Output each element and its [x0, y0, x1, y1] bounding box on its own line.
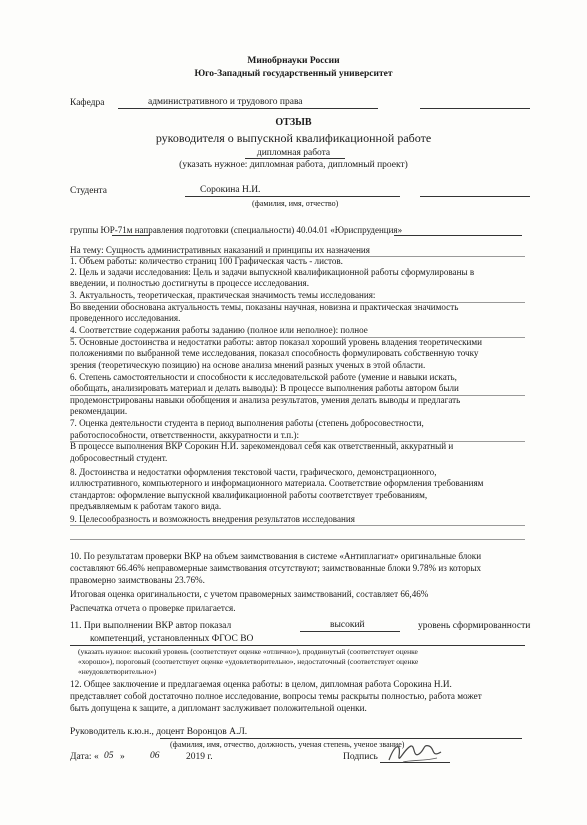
- document-title: ОТЗЫВ: [275, 117, 312, 128]
- supervisor-line: Руководитель к.ю.н., доцент Воронцов А.Л.: [70, 727, 248, 737]
- item11-note-1: (указать нужное: высокий уровень (соответствует оценке «отлично»), продвинутый (соответствует оценке: [78, 647, 418, 656]
- body-line-4: введении, и полностью достигнуты в процессе исследования.: [70, 278, 309, 288]
- body-line-19: добросовестный студент.: [70, 453, 168, 463]
- work-type: дипломная работа: [256, 148, 331, 158]
- date-year: 2019 г.: [186, 752, 213, 762]
- university-heading: Юго-Западный государственный университет: [194, 69, 393, 79]
- body-line-15: рекомендации.: [70, 406, 128, 416]
- body-line-18: В процессе выполнения ВКР Сорокин Н.И. зарекомендовал себя как ответственный, аккуратный и: [70, 441, 454, 451]
- body-line-5: 3. Актуальность, теоретическая, практическая значимость темы исследования:: [70, 290, 376, 300]
- body-line-14: продемонстрированы навыки обобщения и анализа результатов, умения делать выводы и предлагать: [70, 395, 461, 405]
- body-line-21: иллюстративного, компьютерного и информационного материала. Соответствие оформления требованиям: [70, 478, 484, 488]
- body-line-7: проведенного исследования.: [70, 313, 181, 323]
- body-line-24: 9. Целесообразность и возможность внедрения результатов исследования: [70, 514, 355, 524]
- body-line-8: 4. Соответствие содержания работы заданию (полное или неполное): полное: [70, 325, 368, 335]
- plagiarism-line-5: Распечатка отчета о проверке прилагается.: [70, 603, 236, 613]
- signature-label: Подпись: [343, 752, 378, 762]
- student-caption: (фамилия, имя, отчество): [252, 199, 339, 208]
- body-line-10: положениями по выбранной теме исследования, показал способность формулировать собственную точку: [70, 348, 479, 358]
- student-label: Студента: [70, 186, 108, 196]
- item11-prefix: 11. При выполнении ВКР автор показал: [70, 621, 232, 631]
- competence-level: высокий: [330, 620, 365, 630]
- date-day: 05: [104, 751, 114, 761]
- conclusion-line-3: быть допущена к защите, а дипломант заслуживает положительной оценки.: [70, 703, 367, 713]
- signature-image: [385, 736, 445, 768]
- document-subtitle: руководителя о выпускной квалификационной работе: [155, 131, 432, 145]
- body-line-2: 1. Объем работы: количество страниц 100 Графическая часть - листов.: [70, 256, 343, 266]
- item11-competencies: компетенций, установленных ФГОС ВО: [90, 634, 254, 644]
- body-line-20: 8. Достоинства и недостатки оформления текстовой части, графического, демонстрационного,: [70, 467, 437, 477]
- date-mid: »: [120, 752, 125, 762]
- body-line-22: стандартов: оформление выпускной квалификационной работы соответствует требованиям,: [70, 490, 428, 500]
- body-line-17: работоспособности, ответственности, аккуратности и т.п.):: [70, 430, 299, 440]
- department-value: административного и трудового права: [148, 97, 303, 107]
- work-type-hint: (указать нужное: дипломная работа, дипломный проект): [179, 160, 408, 170]
- student-name: Сорокина Н.И.: [200, 185, 261, 195]
- item11-note-3: «неудовлетворительно»): [78, 667, 157, 676]
- ministry-heading: Минобрнауки России: [247, 56, 340, 66]
- conclusion-line-1: 12. Общее заключение и предлагаемая оценка работы: в целом, дипломная работа Сорокина Н.И.: [70, 679, 452, 689]
- department-label: Кафедра: [70, 98, 105, 108]
- body-line-3: 2. Цель и задачи исследования: Цель и задачи выпускной квалификационной работы сформулированы в: [70, 267, 475, 277]
- body-line-1: На тему: Сущность административных наказаний и принципы их назначения: [70, 245, 370, 255]
- body-line-11: зрения (теоретическую позицию) на основе анализа мнений разных ученых в этой области.: [70, 360, 426, 370]
- plagiarism-line-3: правомерно заимствованы 23.76%.: [70, 575, 205, 585]
- body-line-12: 6. Степень самостоятельности и способности к исследовательской работе (умение и навыки искать,: [70, 372, 457, 382]
- plagiarism-line-1: 10. По результатам проверки ВКР на объем заимствования в системе «Антиплагиат» оригинальные блоки: [70, 551, 482, 561]
- body-line-6: Во введении обоснована актуальность темы, показаны научная, новизна и практическая значимость: [70, 302, 459, 312]
- body-line-23: предъявляемым к работам такого вида.: [70, 501, 222, 511]
- body-line-13: обобщать, анализировать материал и делать выводы): В процессе выполнения работы автором были: [70, 383, 459, 393]
- item11-note-2: «хорошо»), пороговый (соответствует оценке «удовлетворительно», недостаточный (соответствует оценке: [78, 657, 419, 666]
- conclusion-line-2: представляет собой достаточно полное исследование, вопросы темы раскрыты полностью, работа может: [70, 691, 482, 701]
- supervisor-caption: (фамилия, имя, отчество, должность, ученая степень, ученое звание): [170, 740, 405, 749]
- plagiarism-line-4: Итоговая оценка оригинальности, с учетом правомерных заимствований, составляет 66,46%: [70, 589, 429, 599]
- plagiarism-line-2: составляют 66.46% неправомерные заимствования отсутствуют; заимствованные блоки 9.78% из которых: [70, 563, 482, 573]
- item11-suffix: уровень сформированности: [418, 621, 531, 631]
- group-line: группы ЮР-71м направления подготовки (специальности) 40.04.01 «Юриспруденция»: [70, 225, 403, 235]
- date-month: 06: [150, 751, 160, 761]
- body-line-16: 7. Оценка деятельности студента в период выполнения работы (степень добросовестности,: [70, 418, 424, 428]
- body-line-9: 5. Основные достоинства и недостатки работы: автор показал хороший уровень владения теоретическими: [70, 337, 483, 347]
- date-label: Дата: «: [70, 752, 99, 762]
